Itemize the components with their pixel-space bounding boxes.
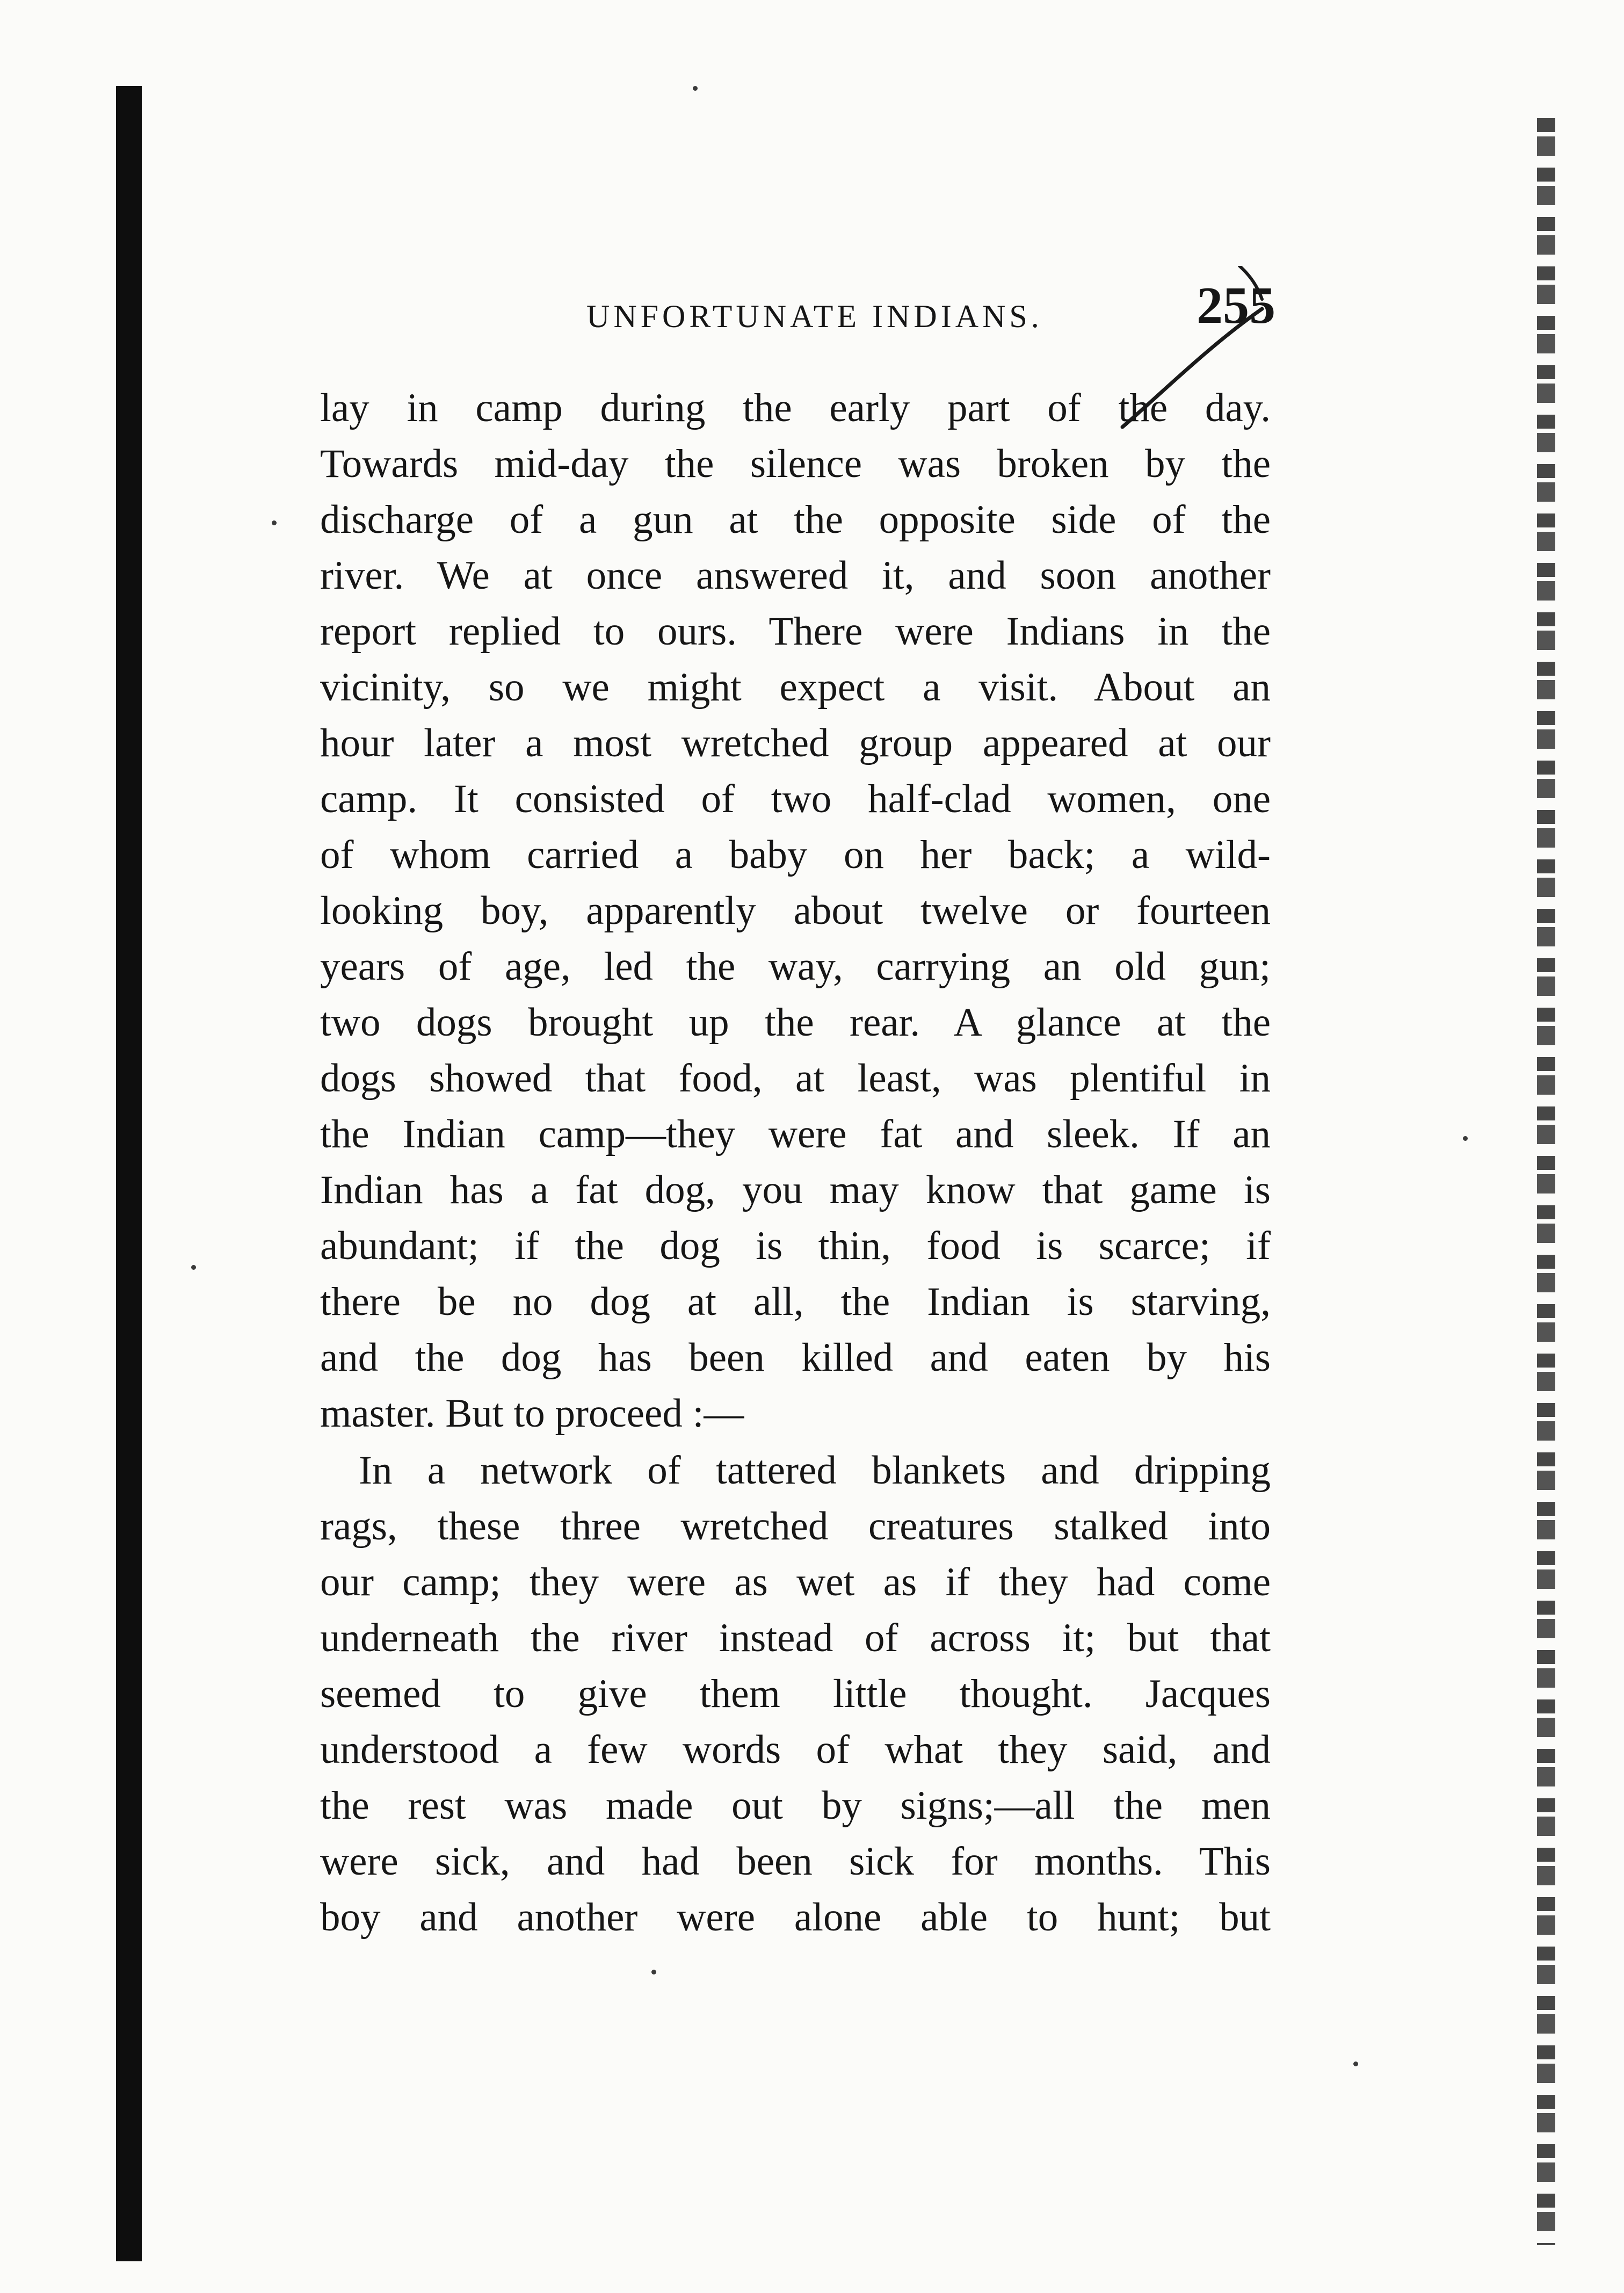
text-line: Towards mid-day the silence was broken by the (320, 442, 1271, 486)
body-text (320, 380, 1271, 1945)
text-line: Indian has a fat dog, you may know that game is (320, 1168, 1271, 1212)
text-line: of whom carried a baby on her back; a wild- (320, 833, 1271, 877)
text-line: seemed to give them little thought. Jacques (320, 1672, 1271, 1716)
scan-speck (693, 86, 698, 91)
scan-speck (191, 1265, 196, 1270)
text-line: lay in camp during the early part of the day. (320, 386, 1271, 430)
text-line: camp. It consisted of two half-clad women, one (320, 777, 1271, 821)
page-edge-scan-artifact (1537, 118, 1555, 2245)
text-line: dogs showed that food, at least, was plentiful in (320, 1056, 1271, 1101)
text-line: river. We at once answered it, and soon another (320, 553, 1271, 598)
text-line: looking boy, apparently about twelve or fourteen (320, 888, 1271, 933)
text-line: two dogs brought up the rear. A glance at the (320, 1000, 1271, 1045)
text-line: were sick, and had been sick for months. This (320, 1839, 1271, 1884)
text-line: and the dog has been killed and eaten by his (320, 1335, 1271, 1380)
scan-speck (1353, 2061, 1358, 2066)
text-line: the Indian camp—they were fat and sleek. If an (320, 1112, 1271, 1156)
scan-speck (272, 520, 277, 525)
text-line: years of age, led the way, carrying an old gun; (320, 944, 1271, 989)
text-line: discharge of a gun at the opposite side of the (320, 497, 1271, 542)
text-line: report replied to ours. There were Indians in the (320, 609, 1271, 654)
text-line-paragraph-end: master. But to proceed :— (320, 1391, 744, 1436)
text-line: abundant; if the dog is thin, food is scarce; if (320, 1224, 1271, 1268)
scan-speck (651, 1970, 656, 1974)
text-line: understood a few words of what they said, and (320, 1727, 1271, 1772)
text-line: rags, these three wretched creatures stalked into (320, 1504, 1271, 1549)
text-line: there be no dog at all, the Indian is starving, (320, 1279, 1271, 1324)
scan-speck (1463, 1136, 1468, 1141)
text-line: the rest was made out by signs;—all the men (320, 1783, 1271, 1828)
text-line: vicinity, so we might expect a visit. About an (320, 665, 1271, 710)
text-line: boy and another were alone able to hunt; but (320, 1895, 1271, 1940)
text-line: underneath the river instead of across it; but that (320, 1616, 1271, 1660)
text-line: our camp; they were as wet as if they had come (320, 1560, 1271, 1604)
text-line: hour later a most wretched group appeared at our (320, 721, 1271, 765)
binding-shadow (116, 86, 142, 2261)
running-head: UNFORTUNATE INDIANS. (586, 299, 1043, 334)
page-number: 255 (1197, 277, 1275, 335)
text-line-paragraph-start: In a network of tattered blankets and dripping (359, 1448, 1271, 1493)
